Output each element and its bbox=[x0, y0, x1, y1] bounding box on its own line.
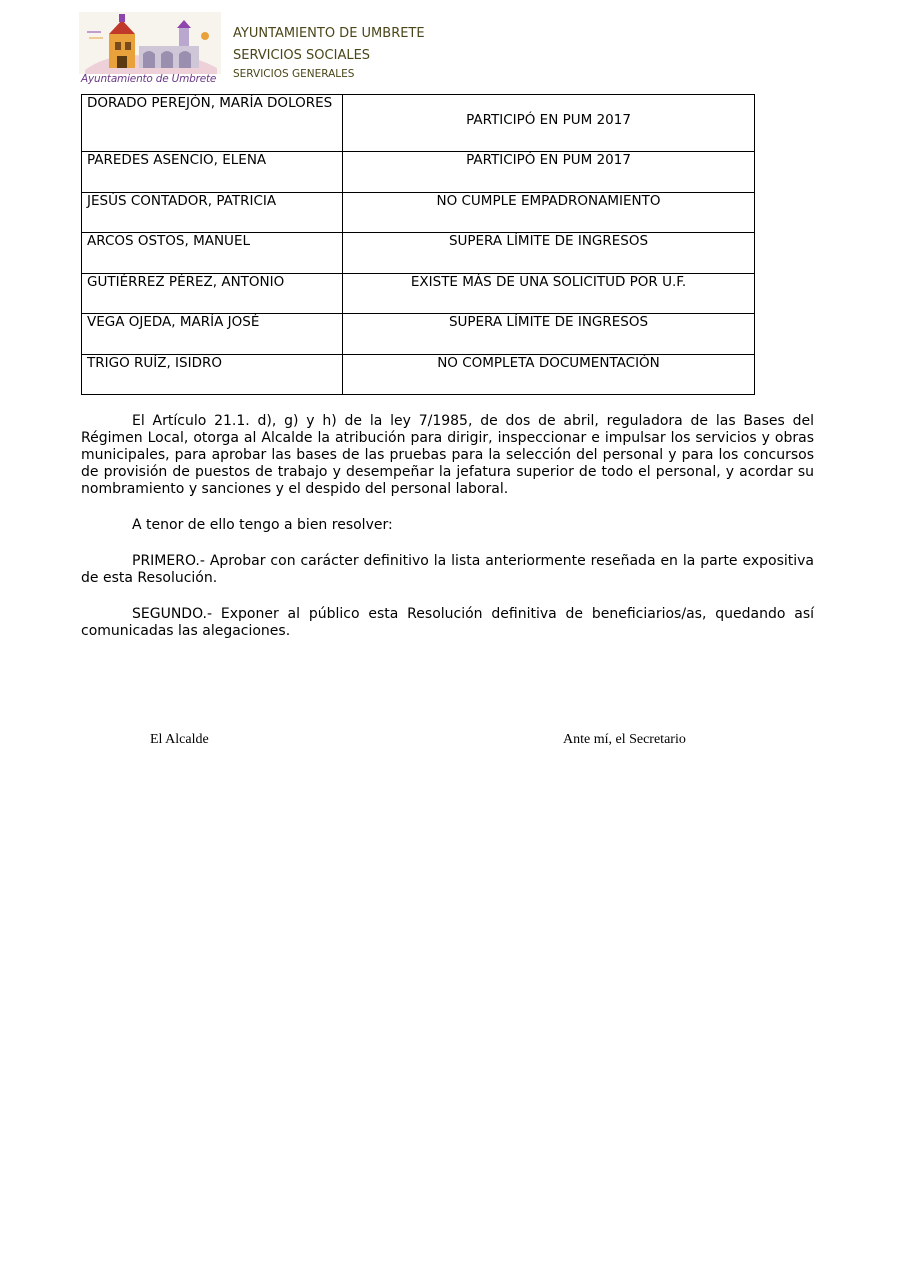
first-resolution-paragraph: PRIMERO.- Aprobar con carácter definitivo la lista anteriormente reseñada en la parte expositiva de esta Resolución. bbox=[81, 553, 814, 586]
secretary-signature-label: Ante mí, el Secretario bbox=[563, 732, 686, 747]
table-row bbox=[82, 95, 755, 152]
resolution-body bbox=[81, 413, 814, 659]
table-row bbox=[82, 314, 755, 355]
exclusion-reason: PARTICIPÓ EN PUM 2017 bbox=[343, 95, 755, 152]
legal-basis-paragraph: El Artículo 21.1. d), g) y h) de la ley 7/1985, de dos de abril, reguladora de las Bases del Régimen Local, otorga al Alcalde la atribución para dirigir, inspeccionar e impulsar los servicios y obras municipales, para aprobar las bases de las pruebas para la selección del personal y para los concursos de provisión de puestos de trabajo y desempeñar la jefatura superior de todo el personal, y acordar su nombramiento y sanciones y el despido del personal laboral. bbox=[81, 413, 814, 497]
exclusion-reason: PARTICIPÓ EN PUM 2017 bbox=[343, 152, 755, 193]
organization-block bbox=[233, 25, 425, 81]
exclusion-reason: SUPERA LÍMITE DE INGRESOS bbox=[343, 314, 755, 355]
table-row bbox=[82, 192, 755, 233]
town-hall-emblem-icon bbox=[79, 12, 221, 74]
exclusion-reason: NO CUMPLE EMPADRONAMIENTO bbox=[343, 192, 755, 233]
letterhead bbox=[79, 12, 779, 88]
applicant-name: VEGA OJEDA, MARÍA JOSÉ bbox=[82, 314, 343, 355]
exclusion-reason: EXISTE MÁS DE UNA SOLICITUD POR U.F. bbox=[343, 273, 755, 314]
applicant-name: JESÚS CONTADOR, PATRICIA bbox=[82, 192, 343, 233]
second-resolution-paragraph: SEGUNDO.- Exponer al público esta Resolución definitiva de beneficiarios/as, quedando así comunicadas las alegaciones. bbox=[81, 606, 814, 639]
logo-caption: Ayuntamiento de Umbrete bbox=[81, 73, 217, 85]
org-subdepartment: SERVICIOS GENERALES bbox=[233, 68, 355, 80]
exclusion-reason: SUPERA LÍMITE DE INGRESOS bbox=[343, 233, 755, 274]
applicant-name: TRIGO RUÍZ, ISIDRO bbox=[82, 354, 343, 395]
municipal-logo bbox=[79, 12, 221, 88]
org-department: SERVICIOS SOCIALES bbox=[233, 48, 371, 63]
table-row bbox=[82, 233, 755, 274]
mayor-signature-label: El Alcalde bbox=[150, 732, 209, 747]
table-row bbox=[82, 152, 755, 193]
org-name: AYUNTAMIENTO DE UMBRETE bbox=[233, 26, 425, 41]
excluded-applicants-table bbox=[81, 94, 755, 395]
resolve-intro-paragraph: A tenor de ello tengo a bien resolver: bbox=[132, 517, 393, 533]
table-row bbox=[82, 354, 755, 395]
applicant-name: GUTIÉRREZ PÉREZ, ANTONIO bbox=[82, 273, 343, 314]
applicant-name: PAREDES ASENCIO, ELENA bbox=[82, 152, 343, 193]
table-row bbox=[82, 273, 755, 314]
applicant-name: DORADO PEREJÓN, MARÍA DOLORES bbox=[82, 95, 343, 152]
exclusion-reason: NO COMPLETA DOCUMENTACIÓN bbox=[343, 354, 755, 395]
applicant-name: ARCOS OSTOS, MANUEL bbox=[82, 233, 343, 274]
